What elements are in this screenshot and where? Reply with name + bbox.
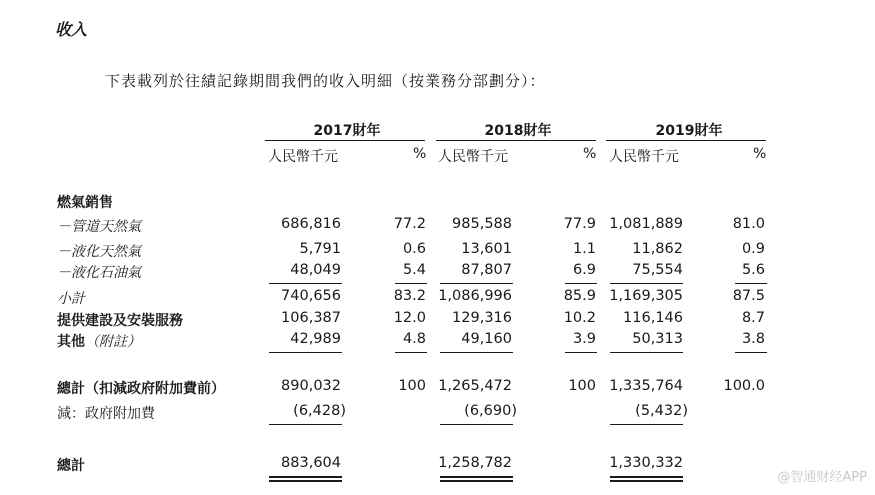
cell: 42,989 — [290, 331, 341, 347]
cell: 11,862 — [632, 241, 683, 257]
total-rule — [735, 352, 767, 353]
cell: 1,169,305 — [609, 288, 683, 304]
cell: 686,816 — [281, 216, 341, 232]
cell: 13,601 — [461, 241, 512, 257]
total-rule — [269, 352, 342, 353]
row-label: 提供建設及安裝服務 — [57, 313, 183, 329]
subtotal-rule — [440, 283, 513, 284]
cell: 75,554 — [632, 262, 683, 278]
year-header-2017: 2017財年 — [313, 123, 381, 139]
currency-header: 人民幣千元 — [609, 149, 679, 165]
cell: 87.5 — [732, 288, 765, 304]
cell: (6,690) — [464, 403, 517, 419]
subtotal-rule — [269, 283, 342, 284]
percent-header: % — [753, 146, 767, 162]
row-label-others — [57, 331, 141, 351]
cell: 1,265,472 — [438, 378, 512, 394]
currency-header: 人民幣千元 — [438, 149, 508, 165]
subtotal-rule — [395, 283, 427, 284]
cell: 883,604 — [281, 455, 341, 471]
cell: 740,656 — [281, 288, 341, 304]
cell: 1.1 — [572, 241, 596, 257]
cell: 81.0 — [732, 216, 765, 232]
row-label: －液化石油氣 — [57, 265, 141, 281]
row-label: －管道天然氣 — [57, 219, 141, 235]
cell: 5.4 — [402, 262, 426, 278]
year-underline — [265, 140, 425, 141]
intro-text: 下表載列於往績記錄期間我們的收入明細（按業務分部劃分）： — [105, 72, 546, 90]
cell: (5,432) — [635, 403, 688, 419]
cell: 890,032 — [281, 378, 341, 394]
cell: 1,086,996 — [438, 288, 512, 304]
cell: 985,588 — [452, 216, 512, 232]
row-label: 總計（扣減政府附加費前） — [57, 381, 225, 397]
cell: 12.0 — [393, 310, 426, 326]
row-label: 小計 — [57, 291, 85, 307]
net-rule — [440, 424, 513, 425]
subtotal-rule — [565, 283, 597, 284]
cell: 87,807 — [461, 262, 512, 278]
cell: 48,049 — [290, 262, 341, 278]
percent-header: % — [583, 146, 597, 162]
cell: 106,387 — [281, 310, 341, 326]
cell: (6,428) — [293, 403, 346, 419]
cell: 100.0 — [723, 378, 765, 394]
cell: 77.9 — [563, 216, 596, 232]
row-label: 總計 — [57, 458, 85, 474]
currency-header: 人民幣千元 — [268, 149, 338, 165]
cell: 10.2 — [563, 310, 596, 326]
cell: 1,330,332 — [609, 455, 683, 471]
cell: 1,335,764 — [609, 378, 683, 394]
watermark: @智通财经APP — [777, 470, 867, 485]
cell: 6.9 — [572, 262, 596, 278]
cell: 4.8 — [402, 331, 426, 347]
cell: 0.9 — [741, 241, 765, 257]
cell: 100 — [568, 378, 596, 394]
subtotal-rule — [610, 283, 683, 284]
total-rule — [440, 352, 513, 353]
cell: 83.2 — [393, 288, 426, 304]
total-rule — [395, 352, 427, 353]
double-rule — [440, 476, 513, 482]
cell: 8.7 — [741, 310, 765, 326]
percent-header: % — [413, 146, 427, 162]
year-underline — [436, 140, 596, 141]
total-rule — [610, 352, 683, 353]
cell: 1,081,889 — [609, 216, 683, 232]
cell: 50,313 — [632, 331, 683, 347]
section-title: 收入 — [55, 20, 88, 39]
cell: 85.9 — [563, 288, 596, 304]
cell: 100 — [398, 378, 426, 394]
cell: 116,146 — [623, 310, 683, 326]
cell: 129,316 — [452, 310, 512, 326]
net-rule — [269, 424, 342, 425]
double-rule — [610, 476, 683, 482]
total-rule — [565, 352, 597, 353]
year-underline — [606, 140, 766, 141]
cell: 49,160 — [461, 331, 512, 347]
group-label: 燃氣銷售 — [57, 195, 113, 211]
double-rule — [269, 476, 342, 482]
cell: 3.8 — [741, 331, 765, 347]
row-label: －液化天然氣 — [57, 244, 141, 260]
cell: 5.6 — [741, 262, 765, 278]
cell: 1,258,782 — [438, 455, 512, 471]
cell: 5,791 — [299, 241, 341, 257]
note-link[interactable]: （附註） — [85, 334, 141, 350]
cell: 3.9 — [572, 331, 596, 347]
subtotal-rule — [735, 283, 767, 284]
row-label: 減：政府附加費 — [57, 406, 155, 422]
year-header-2018: 2018財年 — [484, 123, 552, 139]
cell: 0.6 — [402, 241, 426, 257]
row-label: 其他 — [57, 334, 85, 350]
cell: 77.2 — [393, 216, 426, 232]
year-header-2019: 2019財年 — [655, 123, 723, 139]
net-rule — [610, 424, 683, 425]
